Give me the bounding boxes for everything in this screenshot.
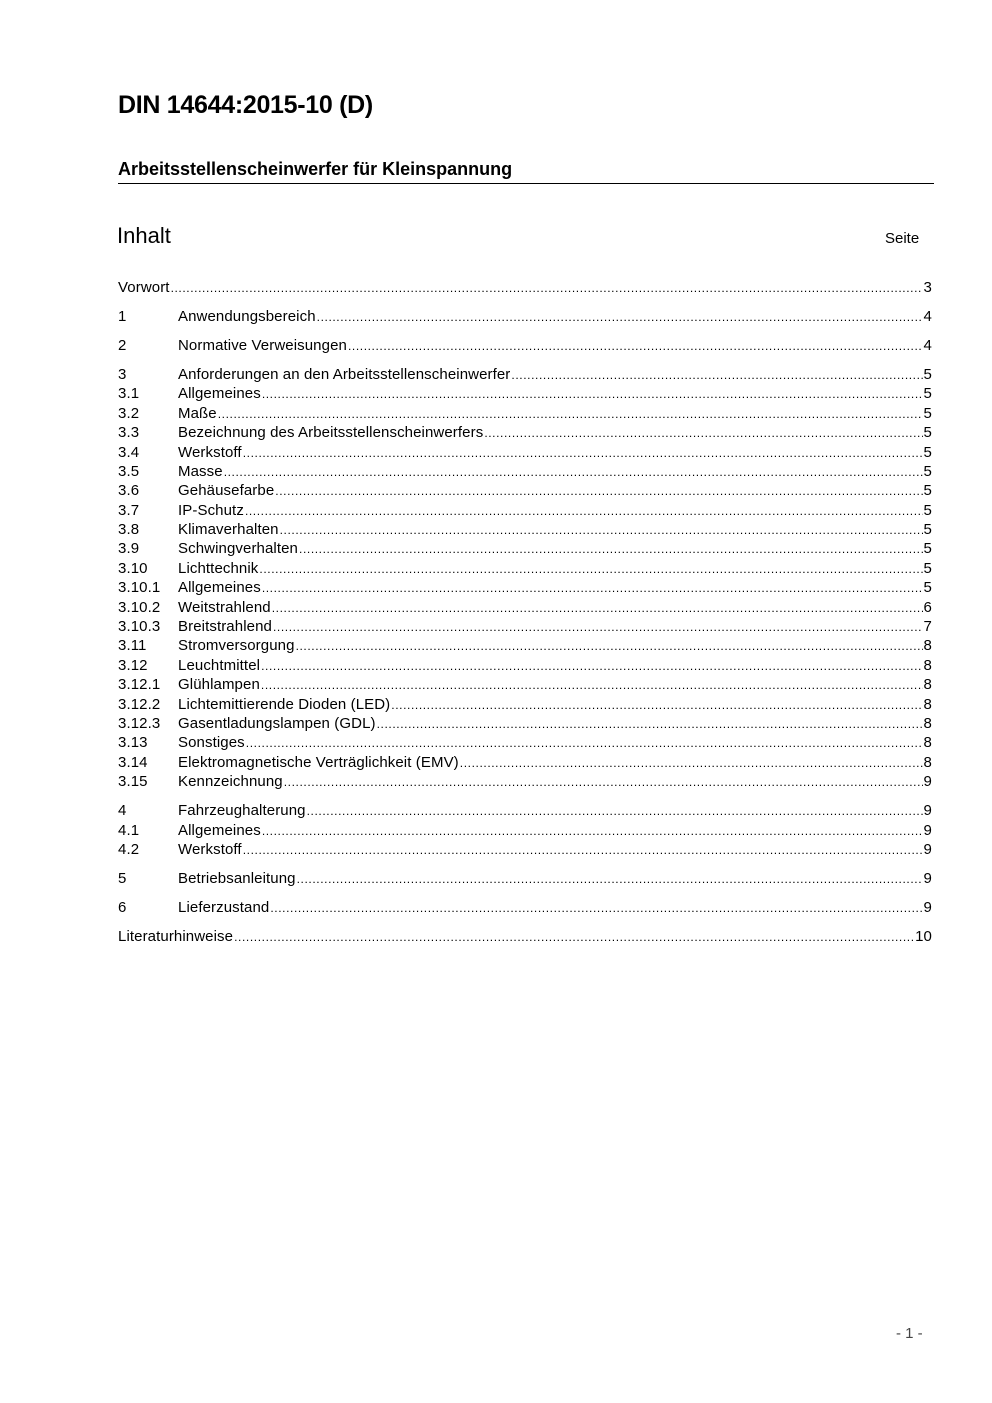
toc-entry-number: 4.1 [118,821,140,839]
toc-entry-3-3[interactable] [118,423,932,442]
toc-entry-3-7[interactable] [118,501,932,520]
toc-entry-number: 3.13 [118,734,148,752]
toc-entry-4[interactable] [118,801,932,820]
toc-entry-vorwort[interactable] [118,278,932,297]
toc-leader-dots [262,385,923,403]
toc-entry-number: 3.8 [118,521,140,539]
toc-entry-3-10-2[interactable] [118,598,932,617]
toc-entry-label: Glühlampen [178,676,260,694]
toc-entry-4-1[interactable] [118,821,932,840]
toc-leader-dots [275,482,922,500]
toc-leader-dots [307,802,923,820]
toc-entry-3-10-3[interactable] [118,617,932,636]
toc-entry-label: Normative Verweisungen [178,336,347,354]
toc-entry-page: 9 [923,802,932,820]
toc-entry-label: Lichttechnik [178,559,259,577]
toc-entry-number: 3.10 [118,559,148,577]
toc-entry-number: 3.10.1 [118,579,161,597]
toc-entry-3-12-1[interactable] [118,675,932,694]
toc-leader-dots [224,463,923,481]
toc-entry-number: 3.6 [118,482,140,500]
toc-entry-3-4[interactable] [118,443,932,462]
toc-entry-number: 3.14 [118,753,148,771]
toc-entry-label: Gasentladungslampen (GDL) [178,714,376,732]
toc-leader-dots [270,899,922,917]
toc-entry-page: 4 [923,336,932,354]
toc-leader-dots [246,734,923,752]
toc-entry-page: 5 [923,443,932,461]
toc-leader-dots [171,279,923,297]
toc-entry-3-11[interactable] [118,636,932,655]
toc-entry-number: 3.11 [118,637,147,655]
toc-entry-page: 9 [923,840,932,858]
toc-entry-label: Sonstiges [178,734,245,752]
toc-leader-dots [296,637,923,655]
toc-entry-number: 3.12 [118,656,148,674]
toc-entry-page: 7 [923,618,932,636]
toc-entry-label: Elektromagnetische Verträglichkeit (EMV) [178,753,459,771]
toc-entry-number: 5 [118,869,127,887]
toc-entry-label: Vorwort [118,279,170,296]
toc-leader-dots [280,521,923,539]
toc-entry-3[interactable] [118,365,932,384]
toc-entry-2[interactable] [118,336,932,355]
toc-entry-number: 3.7 [118,501,140,519]
toc-entry-1[interactable] [118,307,932,326]
toc-entry-label: Allgemeines [178,579,261,597]
toc-entry-6[interactable] [118,898,932,917]
toc-entry-label: Klimaverhalten [178,521,279,539]
toc-leader-dots [460,754,923,772]
toc-entry-number: 3.9 [118,540,140,558]
toc-entry-label: Werkstoff [178,443,242,461]
toc-entry-page: 5 [923,424,932,442]
toc-entry-label: Literaturhinweise [118,927,234,945]
toc-entry-number: 4 [118,802,127,820]
toc-entry-number: 3.5 [118,462,140,480]
toc-entry-page: 8 [923,734,932,752]
toc-entry-3-10-1[interactable] [118,578,932,597]
toc-entry-label: Kennzeichnung [178,773,283,791]
toc-leader-dots [262,579,923,597]
page-number: - 1 - [896,1325,923,1342]
toc-leader-dots [391,696,922,714]
toc-entry-label: Masse [178,462,223,480]
toc-entry-3-5[interactable] [118,462,932,481]
toc-entry-page: 5 [923,385,932,403]
toc-entry-page: 8 [923,656,932,674]
toc-entry-number: 1 [118,307,127,325]
toc-entry-label: Bezeichnung des Arbeitsstellenscheinwerfers [178,424,484,442]
toc-entry-label: Lieferzustand [178,898,270,916]
toc-entry-page: 5 [923,521,932,539]
toc-entry-label: Anforderungen an den Arbeitsstellenscheinwerfer [178,365,511,383]
toc-entry-page: 8 [923,695,932,713]
toc-entry-page: 9 [923,898,932,916]
toc-entry-page: 5 [923,501,932,519]
toc-entry-page: 9 [923,773,932,791]
toc-entry-number: 6 [118,898,127,916]
toc-entry-label: Lichtemittierende Dioden (LED) [178,695,391,713]
toc-entry-number: 3.12.3 [118,714,161,732]
toc-entry-page: 5 [923,482,932,500]
toc-entry-number: 4.2 [118,840,140,858]
toc-leader-dots [284,773,923,791]
toc-leader-dots [245,502,923,520]
toc-entry-3-12-2[interactable] [118,695,932,714]
toc-leader-dots [273,618,923,636]
toc-entry-3-6[interactable] [118,481,932,500]
toc-page-column-heading: Seite [885,230,920,247]
toc-entry-3-12-3[interactable] [118,714,932,733]
toc-entry-label: Betriebsanleitung [178,869,296,887]
toc-entry-label: Allgemeines [178,821,261,839]
toc-entry-number: 3.12.2 [118,695,161,713]
toc-entry-page: 5 [923,540,932,558]
toc-entry-page: 9 [923,821,932,839]
toc-entry-page: 8 [923,676,932,694]
toc-entry-number: 3.3 [118,424,140,442]
toc-entry-page: 3 [923,279,932,296]
toc-heading: Inhalt [117,223,171,248]
toc-entry-label: Schwingverhalten [178,540,299,558]
toc-entry-number: 3.15 [118,773,148,791]
toc-entry-3-9[interactable] [118,539,932,558]
toc-leader-dots [218,405,923,423]
document-title: DIN 14644:2015-10 (D) [118,91,373,119]
toc-entry-number: 3.4 [118,443,140,461]
toc-entry-page: 6 [923,598,932,616]
toc-leader-dots [261,676,923,694]
toc-entry-number: 3.10.2 [118,598,161,616]
toc-entry-number: 3.12.1 [118,676,161,694]
toc-leader-dots [243,444,923,462]
toc-entry-page: 8 [923,637,932,655]
toc-leader-dots [484,424,922,442]
toc-entry-label: Allgemeines [178,385,261,403]
toc-entry-literaturhinweise[interactable] [118,927,932,946]
toc-entry-label: Stromversorgung [178,637,295,655]
toc-entry-label: Anwendungsbereich [178,307,316,325]
table-of-contents [118,278,932,946]
toc-entry-number: 2 [118,336,127,354]
toc-entry-number: 3.2 [118,404,140,422]
toc-entry-3-1[interactable] [118,384,932,403]
toc-entry-label: Fahrzeughalterung [178,802,306,820]
toc-entry-3-14[interactable] [118,753,932,772]
toc-entry-3-15[interactable] [118,772,932,791]
toc-entry-number: 3.1 [118,385,140,403]
toc-entry-page: 8 [923,714,932,732]
toc-entry-page: 5 [923,462,932,480]
toc-leader-dots [261,657,922,675]
toc-leader-dots [511,366,922,384]
toc-entry-label: Werkstoff [178,840,242,858]
toc-entry-label: Leuchtmittel [178,656,261,674]
toc-entry-number: 3 [118,365,127,383]
toc-entry-page: 5 [923,579,932,597]
toc-entry-page: 10 [915,927,932,945]
toc-entry-3-13[interactable] [118,733,932,752]
toc-leader-dots [377,715,923,733]
toc-leader-dots [234,928,914,946]
toc-entry-label: Weitstrahlend [178,598,271,616]
toc-entry-page: 5 [923,404,932,422]
toc-entry-page: 9 [923,869,932,887]
toc-leader-dots [317,308,923,326]
toc-leader-dots [299,540,923,558]
toc-leader-dots [348,337,923,355]
document-subtitle: Arbeitsstellenscheinwerfer für Kleinspannung [118,157,934,184]
toc-entry-3-2[interactable] [118,404,932,423]
toc-entry-3-8[interactable] [118,520,932,539]
toc-entry-3-12[interactable] [118,656,932,675]
toc-leader-dots [297,870,923,888]
toc-entry-5[interactable] [118,869,932,888]
toc-entry-page: 5 [923,559,932,577]
toc-leader-dots [259,560,922,578]
toc-entry-label: Gehäusefarbe [178,482,275,500]
toc-entry-number: 3.10.3 [118,618,161,636]
toc-entry-page: 4 [923,307,932,325]
toc-entry-label: Breitstrahlend [178,618,272,636]
toc-entry-label: IP-Schutz [178,501,244,519]
toc-entry-4-2[interactable] [118,840,932,859]
toc-entry-3-10[interactable] [118,559,932,578]
toc-leader-dots [243,841,923,859]
toc-leader-dots [262,822,923,840]
toc-entry-label: Maße [178,404,217,422]
toc-leader-dots [272,599,923,617]
toc-entry-page: 5 [923,365,932,383]
toc-entry-page: 8 [923,753,932,771]
